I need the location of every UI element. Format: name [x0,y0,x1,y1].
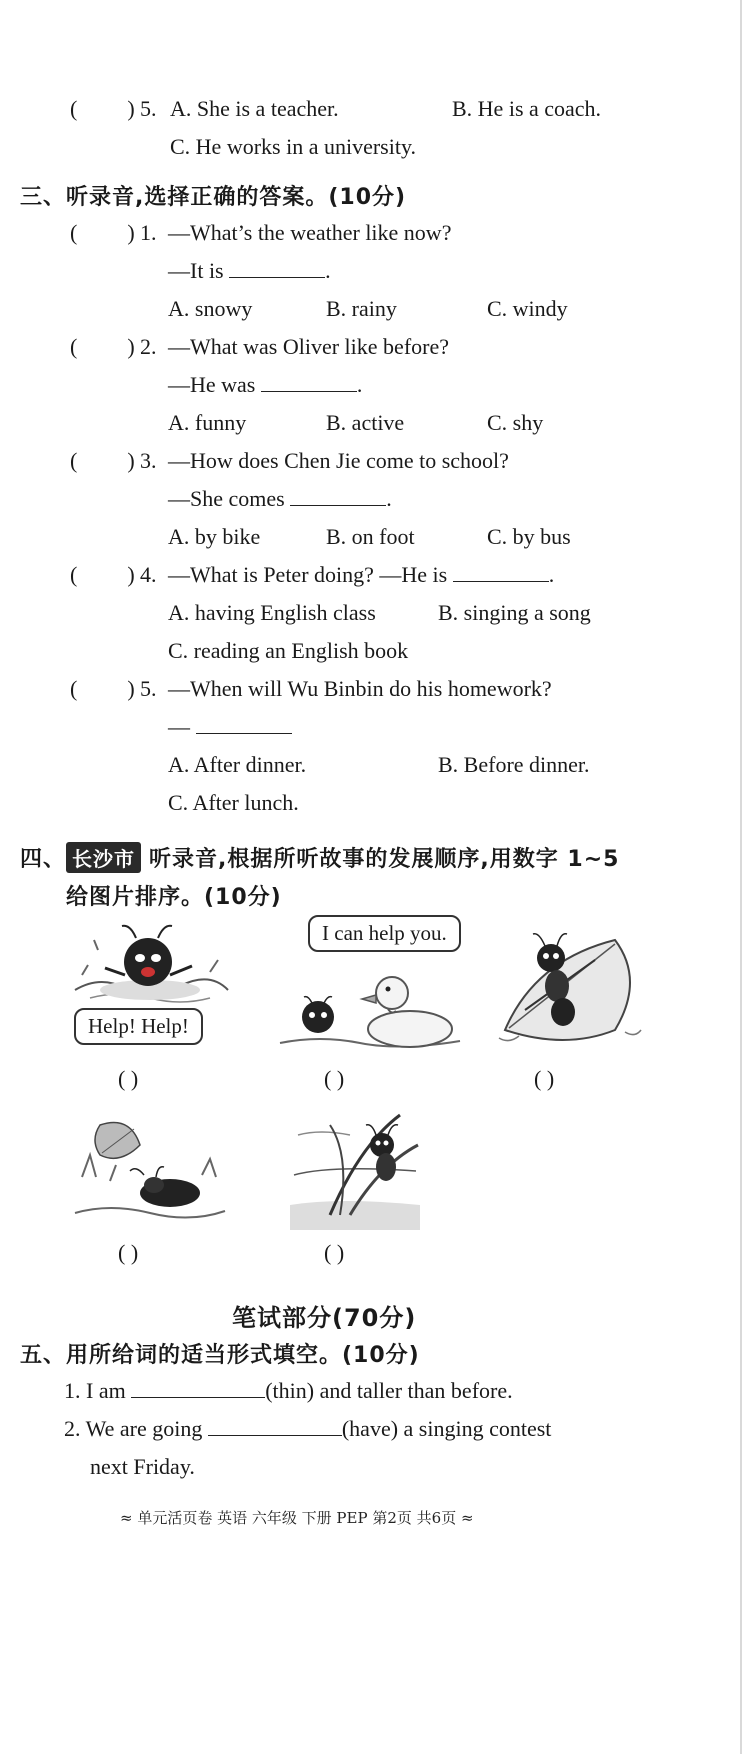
option-c: C. by bus [487,524,571,549]
answer-line: —She comes . [168,486,392,511]
section-title-line2: 给图片排序。(10分) [66,885,282,910]
answer-paren: ( ) [70,96,135,121]
option-b: B. He is a coach. [452,96,602,121]
page-edge [740,0,742,1754]
option-c: C. reading an English book [168,638,409,663]
picture-ant-on-grass [290,1105,420,1230]
option-b: B. singing a song [438,600,591,625]
picture-order-paren[interactable]: ( ) [324,1066,345,1091]
section-title: 四、 长沙市 听录音,根据所听故事的发展顺序,用数字 1~5 [20,842,619,873]
option-b: B. Before dinner. [438,752,590,777]
option-c: C. shy [487,410,544,435]
question-text: —When will Wu Binbin do his homework? [168,676,552,701]
picture-order-paren[interactable]: ( ) [534,1066,555,1091]
answer-paren: ( ) [70,220,135,245]
answer-blank[interactable] [290,487,386,506]
answer-paren: ( ) [70,448,135,473]
wave-icon: ≈ [120,1509,133,1527]
picture-order-paren[interactable]: ( ) [118,1240,139,1265]
speech-bubble: I can help you. [308,915,461,952]
question-text: —What’s the weather like now? [168,220,452,245]
option-a: A. funny [168,410,247,435]
option-a: A. snowy [168,296,253,321]
answer-line: —He was . [168,372,363,397]
answer-line: — [168,714,292,740]
ant-on-grass-illustration [290,1105,420,1230]
region-badge: 长沙市 [66,842,141,873]
answer-blank[interactable] [261,373,357,392]
picture-order-paren[interactable]: ( ) [324,1240,345,1265]
answer-line: —It is . [168,258,331,283]
option-a: A. by bike [168,524,261,549]
answer-paren: ( ) [70,334,135,359]
question-number: 1. [140,220,157,245]
option-a: A. She is a teacher. [170,96,339,121]
question-number: 5. [140,676,157,701]
section-title: 三、听录音,选择正确的答案。(10分) [20,185,407,210]
question-text: —What is Peter doing? —He is . [168,562,555,587]
answer-blank[interactable] [131,1379,265,1398]
answer-paren: ( ) [70,562,135,587]
ant-drowning-illustration [70,920,230,1010]
fill-item-2: 2. We are going (have) a singing contest [64,1416,552,1441]
option-a: A. After dinner. [168,752,307,777]
question-number: 5. [140,96,157,121]
answer-blank[interactable] [453,563,549,582]
option-b: B. on foot [326,524,415,549]
option-b: B. active [326,410,405,435]
picture-duck-helps [270,915,470,1055]
ant-falling-illustration [70,1115,230,1230]
answer-blank[interactable] [196,715,292,734]
speech-bubble: Help! Help! [74,1008,203,1045]
fill-item-2-continued: next Friday. [90,1454,195,1479]
picture-ant-falls [70,1115,230,1230]
answer-paren: ( ) [70,676,135,701]
duck-and-ant-illustration [270,955,470,1055]
option-a: A. having English class [168,600,376,625]
option-b: B. rainy [326,296,397,321]
page-footer: ≈ 单元活页卷 英语 六年级 下册 PEP 第2页 共6页 ≈ [120,1509,474,1527]
option-c: C. windy [487,296,568,321]
picture-ant-on-leaf [495,920,645,1050]
written-part-title: 笔试部分(70分) [232,1304,417,1332]
answer-blank[interactable] [208,1417,342,1436]
question-text: —What was Oliver like before? [168,334,449,359]
question-number: 4. [140,562,157,587]
section-title: 五、用所给词的适当形式填空。(10分) [20,1343,420,1368]
option-c: C. He works in a university. [170,134,417,159]
question-number: 2. [140,334,157,359]
ant-on-leaf-illustration [495,920,645,1050]
question-number: 3. [140,448,157,473]
option-c: C. After lunch. [168,790,299,815]
wave-icon: ≈ [460,1509,474,1527]
fill-item-1: 1. I am (thin) and taller than before. [64,1378,513,1403]
picture-order-paren[interactable]: ( ) [118,1066,139,1091]
question-text: —How does Chen Jie come to school? [168,448,509,473]
picture-ant-in-water [70,920,230,1050]
answer-blank[interactable] [229,259,325,278]
